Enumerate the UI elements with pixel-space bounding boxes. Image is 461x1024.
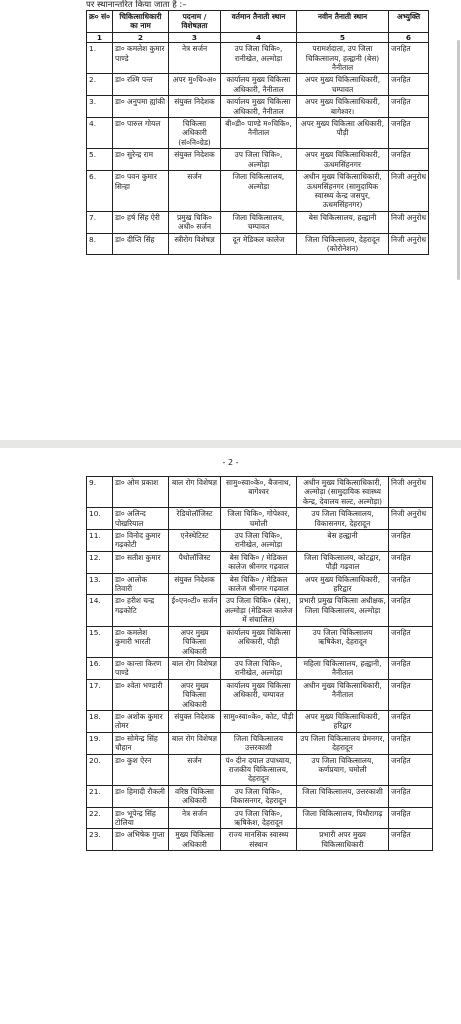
header-new-posting: नवीन तैनाती स्थान	[297, 11, 389, 33]
column-number-row	[87, 32, 429, 42]
cell-serial: 14.	[87, 595, 113, 626]
cell-serial: 1.	[87, 43, 113, 74]
cell-designation: बाल रोग विशेषज्ञ	[169, 732, 221, 754]
cell-current-posting: उप जिला चिकि०, रानीखेत, अल्मोड़ा	[221, 657, 297, 679]
cell-designation: बाल रोग विशेषज्ञ	[169, 657, 221, 679]
cell-remarks: जनहित	[389, 149, 429, 171]
cell-designation: बाल रोग विशेषज्ञ	[169, 477, 221, 508]
cell-current-posting: कार्यालय मुख्य चिकित्सा अधिकारी, चम्पावत	[221, 679, 297, 710]
page-number: - 2 -	[222, 458, 239, 467]
page-gap	[0, 440, 461, 448]
table-row	[87, 573, 433, 595]
cell-designation: संयुक्त निदेशक	[169, 710, 221, 732]
cell-new-posting: अधीन मुख्य चिकित्साधिकारी, अल्मोड़ा (सामुदायिक स्वास्थ्य केन्द्र, देवालय सल्ट, अल्मोड़ा)	[297, 477, 389, 508]
cell-current-posting: उप जिला चिकि०, अल्मोड़ा	[221, 149, 297, 171]
cell-remarks: जनहित	[389, 807, 433, 829]
cell-serial: 20.	[87, 754, 113, 785]
cell-designation: रेडियोलॉजिस्ट	[169, 508, 221, 530]
cell-serial: 11.	[87, 530, 113, 552]
table-row	[87, 551, 433, 573]
cell-name: डा० हरीश चन्द्र गढ़कोटि	[113, 595, 169, 626]
column-number: 5	[297, 32, 389, 42]
table-row	[87, 171, 429, 212]
cell-designation: पैथोलॉजिस्ट	[169, 551, 221, 573]
cell-designation: नेत्र सर्जन	[169, 43, 221, 74]
cell-new-posting: अपर मुख्य चिकित्साधिकारी, हरिद्वार	[297, 710, 389, 732]
cell-designation: अपर मुख्य चिकित्सा अधिकारी	[169, 626, 221, 657]
cell-new-posting: जिला चिकित्सालय, उत्तरकाशी	[297, 785, 389, 807]
cell-name: डा० कमलेश कुमारी भारती	[113, 626, 169, 657]
cell-designation: स्त्रीरोग विशेषज्ञ	[169, 233, 221, 255]
cell-name: डा० आलोक तिवारी	[113, 573, 169, 595]
cell-serial: 2.	[87, 74, 113, 96]
cell-remarks: जनहित	[389, 43, 429, 74]
cell-name: डा० श्वेता भण्डारी	[113, 679, 169, 710]
cell-designation: वरिष्ठ चिकित्सा अधिकारी	[169, 785, 221, 807]
cell-designation: चिकित्सा अधिकारी (सं०नि०ग्रेड)	[169, 118, 221, 149]
cell-remarks: निजी अनुरोध	[389, 477, 433, 508]
cell-new-posting: प्रभारी अपर मुख्य चिकित्साधिकारी	[297, 829, 389, 851]
table-row	[87, 829, 433, 851]
table-row	[87, 508, 433, 530]
header-serial: क्र० सं०	[87, 11, 113, 33]
cell-name: डा० हर्ष सिंह ऐरी	[113, 211, 169, 233]
cell-current-posting: उप जिला चिकि०, विकासनगर, देहरादून	[221, 785, 297, 807]
table-row	[87, 211, 429, 233]
cell-remarks: निजी अनुरोध	[389, 233, 429, 255]
column-number: 3	[169, 32, 221, 42]
column-number: 1	[87, 32, 113, 42]
cell-current-posting: बेस चिकि० / मेडिकल कालेज श्रीनगर गढ़वाल	[221, 551, 297, 573]
cell-designation: संयुक्त निदेशक	[169, 573, 221, 595]
cell-serial: 16.	[87, 657, 113, 679]
table-row	[87, 96, 429, 118]
cell-new-posting: जिला चिकित्सालय, देहरादून (कोरोनेशन)	[297, 233, 389, 255]
table-row	[87, 43, 429, 74]
table-row	[87, 732, 433, 754]
cell-current-posting: सामु०स्वा०के०, कोट, पौड़ी	[221, 710, 297, 732]
table-row	[87, 807, 433, 829]
cell-name: डा० भूपेन्द्र सिंह टोलिया	[113, 807, 169, 829]
cell-name: डा० दीप्ति सिंह	[113, 233, 169, 255]
cell-remarks: जनहित	[389, 96, 429, 118]
column-number: 2	[113, 32, 169, 42]
cell-designation: सर्जन	[169, 754, 221, 785]
cell-current-posting: जिला चिकित्सालय, अल्मोड़ा	[221, 171, 297, 212]
cell-name: डा० सुरेन्द्र राम	[113, 149, 169, 171]
cell-remarks: निजी अनुरोध	[389, 211, 429, 233]
cell-current-posting: पं० दीन दयाल उपाध्याय, राजकीय चिकित्सालय, देहरादून	[221, 754, 297, 785]
cell-name: डा० अभिषेक गुप्ता	[113, 829, 169, 851]
cell-serial: 22.	[87, 807, 113, 829]
scrollbar[interactable]	[457, 40, 460, 280]
cell-new-posting: अपर मुख्य चिकित्साधिकारी, चम्पावत	[297, 74, 389, 96]
table-row	[87, 118, 429, 149]
cell-serial: 12.	[87, 551, 113, 573]
cell-serial: 21.	[87, 785, 113, 807]
table-row	[87, 657, 433, 679]
intro-text: पर स्थानान्तरित किया जाता है :–	[86, 0, 187, 10]
cell-remarks: जनहित	[389, 626, 433, 657]
cell-remarks: जनहित	[389, 551, 433, 573]
cell-new-posting: अपर मुख्य चिकित्साधिकारी, बागेश्वर।	[297, 96, 389, 118]
cell-designation: मुख्य चिकित्सा अधिकारी	[169, 829, 221, 851]
cell-serial: 15.	[87, 626, 113, 657]
header-designation: पदनाम / विशेषज्ञता	[169, 11, 221, 33]
cell-remarks: जनहित	[389, 573, 433, 595]
cell-current-posting: उप जिला चिकि०, रानीखेत, अल्मोड़ा	[221, 43, 297, 74]
cell-name: डा० पवन कुमार सिन्हा	[113, 171, 169, 212]
cell-current-posting: जिला चिकि०, गोपेश्वर, चमोली	[221, 508, 297, 530]
cell-name: डा० रश्मि पन्त	[113, 74, 169, 96]
cell-serial: 3.	[87, 96, 113, 118]
cell-name: डा० कमलेश कुमार पाण्डे	[113, 43, 169, 74]
cell-name: डा० अलिन्द पोखरियाल	[113, 508, 169, 530]
cell-new-posting: उप जिला चिकित्सालय, कर्णप्रयाग, चमोली	[297, 754, 389, 785]
cell-name: डा० विनोद कुमार गढ़कोटी	[113, 530, 169, 552]
cell-designation: सर्जन	[169, 171, 221, 212]
header-remarks: अभ्युक्ति	[389, 11, 429, 33]
cell-remarks: जनहित	[389, 74, 429, 96]
cell-serial: 19.	[87, 732, 113, 754]
cell-current-posting: कार्यालय मुख्य चिकित्सा अधिकारी, नैनीताल	[221, 74, 297, 96]
cell-remarks: जनहित	[389, 732, 433, 754]
cell-designation: संयुक्त निदेशक	[169, 96, 221, 118]
cell-new-posting: अपर मुख्य चिकित्सा अधिकारी, पौड़ी	[297, 118, 389, 149]
cell-name: डा० कुश ऐरन	[113, 754, 169, 785]
cell-new-posting: उप जिला चिकित्सालय ऋषिकेश, देहरादून	[297, 626, 389, 657]
cell-serial: 18.	[87, 710, 113, 732]
cell-name: डा० सोमेन्द्र सिंह चौहान	[113, 732, 169, 754]
cell-remarks: जनहित	[389, 595, 433, 626]
cell-name: डा० अशोक कुमार तोमर	[113, 710, 169, 732]
cell-new-posting: जिला चिकित्सालय, पिथौरागढ़	[297, 807, 389, 829]
header-current-posting: वर्तमान तैनाती स्थान	[221, 11, 297, 33]
cell-remarks: जनहित	[389, 679, 433, 710]
cell-designation: प्रमुख चिकि० अधी० सर्जन	[169, 211, 221, 233]
transfer-table-page-1	[86, 10, 429, 255]
cell-new-posting: अधीन मुख्य चिकित्साधिकारी, ऊधमसिंहनगर (सामुदायिक स्वास्थ्य केन्द्र जसपुर, ऊधमसिंहनगर)	[297, 171, 389, 212]
cell-new-posting: अधीन मुख्य चिकित्साधिकारी, नैनीताल	[297, 679, 389, 710]
cell-designation: नेत्र सर्जन	[169, 807, 221, 829]
cell-new-posting: उप जिला चिकित्सालय प्रेमनगर, देहरादून	[297, 732, 389, 754]
cell-designation: अपर मु०चि०अ०	[169, 74, 221, 96]
cell-current-posting: दून मेडिकल कालेज	[221, 233, 297, 255]
cell-current-posting: बी०डी० पाण्डे म०चिकि०, नैनीताल	[221, 118, 297, 149]
cell-remarks: जनहित	[389, 710, 433, 732]
cell-remarks: जनहित	[389, 118, 429, 149]
cell-new-posting: बेस हल्द्वानी	[297, 530, 389, 552]
cell-name: डा० कान्ता किरण पाण्डे	[113, 657, 169, 679]
cell-name: डा० अनुपमा ह्यांकी	[113, 96, 169, 118]
cell-name: डा० पारुल गोयल	[113, 118, 169, 149]
cell-current-posting: कार्यालय मुख्य चिकित्सा अधिकारी, पौड़ी	[221, 626, 297, 657]
table-row	[87, 754, 433, 785]
cell-new-posting: प्रभारी प्रमुख चिकित्सा अधीक्षक, जिला चिकित्सालय, अल्मोड़ा	[297, 595, 389, 626]
cell-name: डा० ओम प्रकाश	[113, 477, 169, 508]
cell-remarks: जनहित	[389, 530, 433, 552]
cell-current-posting: जिला चिकित्सालय उत्तरकाशी	[221, 732, 297, 754]
header-name: चिकित्साधिकारी का नाम	[113, 11, 169, 33]
cell-current-posting: उप जिला चिकि०, ऋषिकेश, देहरादून	[221, 807, 297, 829]
document-page-1	[0, 0, 461, 440]
cell-serial: 5.	[87, 149, 113, 171]
table-row	[87, 679, 433, 710]
cell-remarks: जनहित	[389, 829, 433, 851]
cell-serial: 8.	[87, 233, 113, 255]
cell-name: डा० सतीश कुमार	[113, 551, 169, 573]
cell-new-posting: उप जिला चिकित्सालय, विकासनगर, देहरादून	[297, 508, 389, 530]
cell-current-posting: कार्यालय मुख्य चिकित्सा अधिकारी, नैनीताल	[221, 96, 297, 118]
cell-new-posting: बेस चिकित्सालय, हल्द्वानी	[297, 211, 389, 233]
cell-serial: 9.	[87, 477, 113, 508]
cell-new-posting: अपर मुख्य चिकित्साधिकारी, हरिद्वार	[297, 573, 389, 595]
table-row	[87, 530, 433, 552]
table-row	[87, 785, 433, 807]
table-row	[87, 595, 433, 626]
cell-current-posting: राज्य मानसिक स्वास्थ्य संस्थान	[221, 829, 297, 851]
table-header-row	[87, 11, 429, 33]
cell-designation: अपर मुख्य चिकित्सा अधिकारी	[169, 679, 221, 710]
document-page-2	[0, 448, 461, 1024]
cell-designation: संयुक्त निदेशक	[169, 149, 221, 171]
table-row	[87, 233, 429, 255]
cell-serial: 23.	[87, 829, 113, 851]
cell-new-posting: अपर मुख्य चिकित्साधिकारी, ऊधमसिंहनगर	[297, 149, 389, 171]
table-row	[87, 710, 433, 732]
cell-serial: 17.	[87, 679, 113, 710]
column-number: 6	[389, 32, 429, 42]
cell-current-posting: सामु०स्वा०के०, बैजनाथ, बागेश्वर	[221, 477, 297, 508]
table-row	[87, 626, 433, 657]
cell-remarks: जनहित	[389, 754, 433, 785]
cell-serial: 10.	[87, 508, 113, 530]
cell-designation: एनेस्थेटिस्ट	[169, 530, 221, 552]
cell-current-posting: उप जिला चिकि० (बेस), अल्मोड़ा (मेडिकल कालेज में संचालित)	[221, 595, 297, 626]
cell-new-posting: परामर्शदाता, उप जिला चिकित्सालय, हल्द्वानी (बेस) नैनीताल	[297, 43, 389, 74]
cell-remarks: निजी अनुरोध	[389, 171, 429, 212]
cell-remarks: निजी अनुरोध	[389, 508, 433, 530]
cell-serial: 13.	[87, 573, 113, 595]
cell-current-posting: उप जिला चिकि०, रानीखेत, अल्मोड़ा	[221, 530, 297, 552]
cell-serial: 4.	[87, 118, 113, 149]
cell-new-posting: महिला चिकित्सालय, हल्द्वानी, नैनीताल	[297, 657, 389, 679]
column-number: 4	[221, 32, 297, 42]
table-row	[87, 149, 429, 171]
table-row	[87, 74, 429, 96]
cell-serial: 7.	[87, 211, 113, 233]
transfer-table-page-2	[86, 476, 433, 851]
table-row	[87, 477, 433, 508]
cell-serial: 6.	[87, 171, 113, 212]
cell-current-posting: जिला चिकित्सालय, चम्पावत	[221, 211, 297, 233]
cell-current-posting: बेस चिकि० / मेडिकल कालेज श्रीनगर गढ़वाल	[221, 573, 297, 595]
cell-remarks: जनहित	[389, 785, 433, 807]
cell-name: डा० हिमादी रौकली	[113, 785, 169, 807]
cell-remarks: जनहित	[389, 657, 433, 679]
cell-new-posting: जिला चिकित्सालय, कोटद्वार, पौड़ी गढ़वाल	[297, 551, 389, 573]
cell-designation: ई०एन०टी० सर्जन	[169, 595, 221, 626]
